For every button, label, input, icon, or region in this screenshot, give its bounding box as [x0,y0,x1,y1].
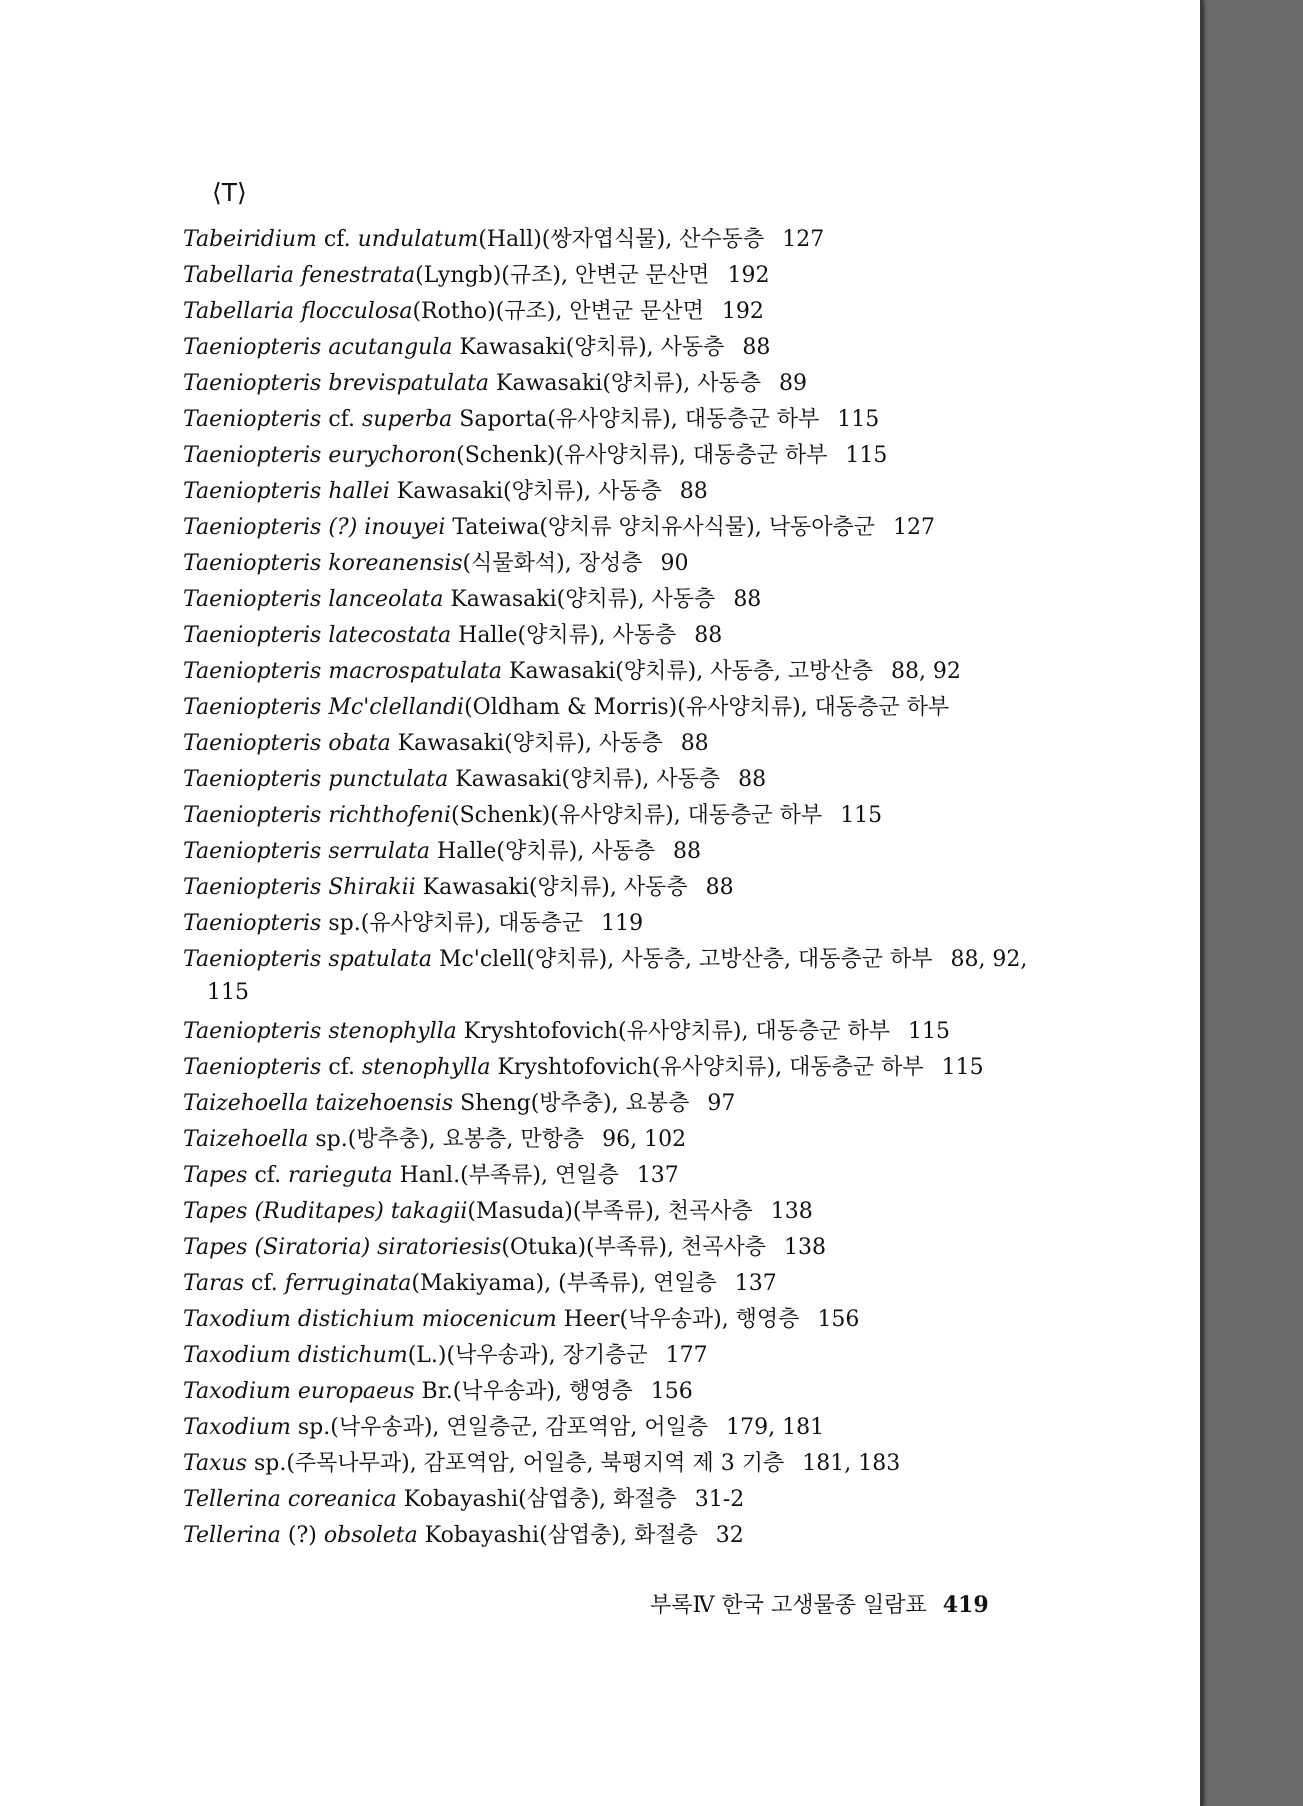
page-refs: 96, 102 [602,1127,687,1152]
qualifier [294,263,301,288]
species-name: superba [362,407,453,432]
qualifier [281,1487,288,1512]
page-refs: 127 [893,515,935,540]
entry-details: Hanl.(부족류), 연일층 [392,1163,619,1188]
species-list [183,222,1083,1554]
species-entry [183,330,1083,366]
species-name: stenophylla [328,1019,457,1044]
species-entry [183,258,1083,294]
page-refs: 88, 92, [950,947,1028,972]
page-refs: 137 [636,1163,679,1188]
page-refs: 115 [837,407,880,432]
entry-details: Sheng(방추충), 요봉층 [453,1091,690,1116]
entry-details: (주목나무과), 감포역암, 어일층, 북평지역 제 3 기층 [286,1451,785,1476]
genus-name: Tellerina [183,1523,281,1548]
species-name: obata [328,731,391,756]
entry-details: (유사양치류), 대동층군 [360,911,584,936]
entry-details: (식물화석), 장성층 [462,551,643,576]
genus-name: Taeniopteris [183,1019,322,1044]
species-name: hallei [328,479,390,504]
species-name: lanceolata [328,587,444,612]
qualifier [291,1307,298,1332]
species-entry [183,474,1083,510]
page-refs-continued: 115 [207,980,249,1005]
entry-details: (Masuda)(부족류), 천곡사층 [467,1199,753,1224]
page-refs: 88 [694,623,723,648]
genus-name: Taizehoella [183,1091,309,1116]
species-name: taizehoensis [315,1091,454,1116]
genus-name: Taeniopteris [183,947,322,972]
species-entry [183,1194,1083,1230]
genus-name: Tapes [183,1199,248,1224]
footer-title: 부록Ⅳ 한국 고생물종 일람표 [650,1593,927,1618]
species-name: latecostata [328,623,452,648]
entry-details: Halle(양치류), 사동층 [429,839,656,864]
qualifier: sp. [290,1415,331,1440]
page-refs: 89 [778,371,807,396]
species-entry [183,762,1083,798]
page-refs: 88 [742,335,771,360]
species-entry [183,1122,1083,1158]
qualifier: sp. [246,1451,287,1476]
species-name: Mc'clellandi [328,695,465,720]
entry-details: (Otuka)(부족류), 천곡사층 [501,1235,766,1260]
page-refs: 115 [840,803,883,828]
genus-name: Taxodium [183,1379,291,1404]
species-name: Shirakii [328,875,416,900]
page-refs: 156 [650,1379,693,1404]
page-refs: 97 [707,1091,736,1116]
page-refs: 88 [738,767,767,792]
entry-details: Tateiwa(양치류 양치유사식물), 낙동아층군 [445,515,875,540]
genus-name: Taras [183,1271,245,1296]
entry-details: Kobayashi(삼엽충), 화절층 [396,1487,677,1512]
species-name: (Siratoria) siratoriesis [254,1235,502,1260]
entry-details: Kawasaki(양치류), 사동층 [389,479,662,504]
entry-details: (방추충), 요봉층, 만항층 [347,1127,585,1152]
species-entry [183,1482,1083,1518]
species-name: punctulata [328,767,449,792]
species-name: acutangula [328,335,453,360]
genus-name: Taeniopteris [183,587,322,612]
species-entry [183,1338,1083,1374]
species-name: flocculosa [301,299,413,324]
species-entry [183,834,1083,870]
entry-details: (Hall)(쌍자엽식물), 산수동층 [478,227,765,252]
species-name: ferruginata [284,1271,412,1296]
genus-name: Taeniopteris [183,1055,322,1080]
species-entry [183,1266,1083,1302]
species-name: europaeus [297,1379,415,1404]
page-refs: 32 [715,1523,744,1548]
species-entry [183,366,1083,402]
entry-details: (낙우송과), 연일층군, 감포역암, 어일층 [330,1415,709,1440]
species-entry [183,690,1083,726]
page-number: 419 [942,1592,989,1618]
species-entry [183,1050,1083,1086]
page-refs: 115 [907,1019,950,1044]
genus-name: Tapes [183,1163,248,1188]
genus-name: Taxus [183,1451,247,1476]
qualifier [291,1343,298,1368]
genus-name: Taeniopteris [183,911,322,936]
page-refs: 88 [733,587,762,612]
entry-details: Heer(낙우송과), 행영층 [556,1307,800,1332]
species-entry [183,1086,1083,1122]
entry-details: Kawasaki(양치류), 사동층 [443,587,716,612]
species-name: koreanensis [328,551,463,576]
page-refs: 192 [721,299,764,324]
page-refs: 115 [845,443,888,468]
genus-name: Taeniopteris [183,695,322,720]
species-entry [183,654,1083,690]
species-name: stenophylla [362,1055,491,1080]
species-name: distichum [297,1343,408,1368]
entry-details: Saporta(유사양치류), 대동층군 하부 [452,407,820,432]
entry-details: (L.)(낙우송과), 장기층군 [407,1343,648,1368]
species-entry [183,1230,1083,1266]
species-entry [183,438,1083,474]
genus-name: Taeniopteris [183,407,322,432]
genus-name: Taeniopteris [183,551,322,576]
qualifier: cf. [321,407,363,432]
entry-details: Kryshtofovich(유사양치류), 대동층군 하부 [490,1055,924,1080]
genus-name: Taeniopteris [183,767,322,792]
species-name: rarieguta [288,1163,393,1188]
genus-name: Taeniopteris [183,479,322,504]
genus-name: Taeniopteris [183,335,322,360]
qualifier: cf. [247,1163,289,1188]
page-refs: 138 [783,1235,826,1260]
genus-name: Taxodium [183,1307,291,1332]
qualifier: sp. [308,1127,348,1152]
entry-details: Kawasaki(양치류), 사동층 [448,767,721,792]
genus-name: Tapes [183,1235,248,1260]
entry-details: Kawasaki(양치류), 사동층 [452,335,725,360]
page-footer [650,1588,989,1619]
entry-details: (Schenk)(유사양치류), 대동층군 하부 [456,443,828,468]
species-entry [183,1518,1083,1554]
genus-name: Taxodium [183,1415,291,1440]
species-name: serrulata [328,839,430,864]
qualifier: sp. [321,911,361,936]
entry-details: (Schenk)(유사양치류), 대동층군 하부 [451,803,823,828]
entry-details: Kawasaki(양치류), 사동층 [489,371,761,396]
species-name: (?) inouyei [328,515,446,540]
genus-name: Tabellaria [183,263,295,288]
page-refs: 127 [782,227,825,252]
species-name: distichium miocenicum [297,1307,557,1332]
species-name: macrospatulata [328,659,503,684]
genus-name: Taeniopteris [183,371,322,396]
species-entry [183,294,1083,330]
species-entry [183,1374,1083,1410]
species-entry [183,726,1083,762]
page-refs: 137 [734,1271,777,1296]
genus-name: Taizehoella [183,1127,309,1152]
page-refs: 179, 181 [726,1415,825,1440]
species-entry [183,906,1083,942]
qualifier [294,299,301,324]
species-entry [183,1410,1083,1446]
entry-details: Kawasaki(양치류), 사동층 [415,875,688,900]
genus-name: Taeniopteris [183,515,322,540]
species-entry [183,798,1083,834]
species-entry [183,1158,1083,1194]
qualifier: cf. [244,1271,285,1296]
page-refs: 181, 183 [802,1451,901,1476]
species-entry [183,222,1083,258]
species-entry [183,582,1083,618]
qualifier [291,1379,298,1404]
species-entry [183,402,1083,438]
page-refs: 88, 92 [890,659,961,684]
qualifier: cf. [321,1055,363,1080]
entry-details: Halle(양치류), 사동층 [451,623,677,648]
page-refs: 88 [680,731,709,756]
species-entry [183,942,1083,1014]
genus-name: Taxodium [183,1343,291,1368]
species-name: coreanica [287,1487,397,1512]
species-name: brevispatulata [328,371,490,396]
species-name: fenestrata [301,263,416,288]
genus-name: Taeniopteris [183,623,322,648]
genus-name: Taeniopteris [183,875,322,900]
species-name: spatulata [328,947,432,972]
species-entry [183,870,1083,906]
page-refs: 156 [817,1307,860,1332]
entry-details: Kawasaki(양치류), 사동층, 고방산층 [502,659,873,684]
species-name: undulatum [357,227,479,252]
species-name: eurychoron [328,443,457,468]
page-refs: 177 [665,1343,708,1368]
genus-name: Taeniopteris [183,443,322,468]
species-entry [183,510,1083,546]
species-entry [183,1302,1083,1338]
genus-name: Tellerina [183,1487,281,1512]
entry-details: Kawasaki(양치류), 사동층 [390,731,663,756]
species-entry [183,1014,1083,1050]
genus-name: Taeniopteris [183,803,322,828]
qualifier: cf. [316,227,358,252]
entry-details: (Rotho)(규조), 안변군 문산면 [412,299,704,324]
entry-details: Br.(낙우송과), 행영층 [414,1379,633,1404]
page-refs: 31-2 [694,1487,745,1512]
qualifier: (?) [280,1523,324,1548]
entry-details: Mc'clell(양치류), 사동층, 고방산층, 대동층군 하부 [431,947,933,972]
entry-details: Kryshtofovich(유사양치류), 대동층군 하부 [456,1019,890,1044]
species-entry [183,546,1083,582]
species-entry [183,1446,1083,1482]
species-entry [183,618,1083,654]
entry-details: (Oldham & Morris)(유사양치류), 대동층군 하부 [464,695,950,720]
species-name: richthofeni [328,803,452,828]
page-refs: 192 [727,263,770,288]
page-refs: 88 [679,479,708,504]
species-name: (Ruditapes) takagii [254,1199,468,1224]
page-refs: 88 [705,875,734,900]
page-refs: 138 [770,1199,813,1224]
genus-name: Tabellaria [183,299,295,324]
entry-details: (Makiyama), (부족류), 연일층 [411,1271,717,1296]
genus-name: Taeniopteris [183,839,322,864]
page-refs: 90 [660,551,689,576]
page-refs: 88 [673,839,702,864]
section-heading: ⟨T⟩ [212,178,247,207]
page-refs: 115 [941,1055,984,1080]
page-refs: 119 [601,911,644,936]
genus-name: Taeniopteris [183,659,322,684]
species-name: obsoleta [323,1523,418,1548]
entry-details: Kobayashi(삼엽충), 화절층 [417,1523,698,1548]
genus-name: Taeniopteris [183,731,322,756]
genus-name: Tabeiridium [183,227,317,252]
entry-details: (Lyngb)(규조), 안변군 문산면 [415,263,710,288]
